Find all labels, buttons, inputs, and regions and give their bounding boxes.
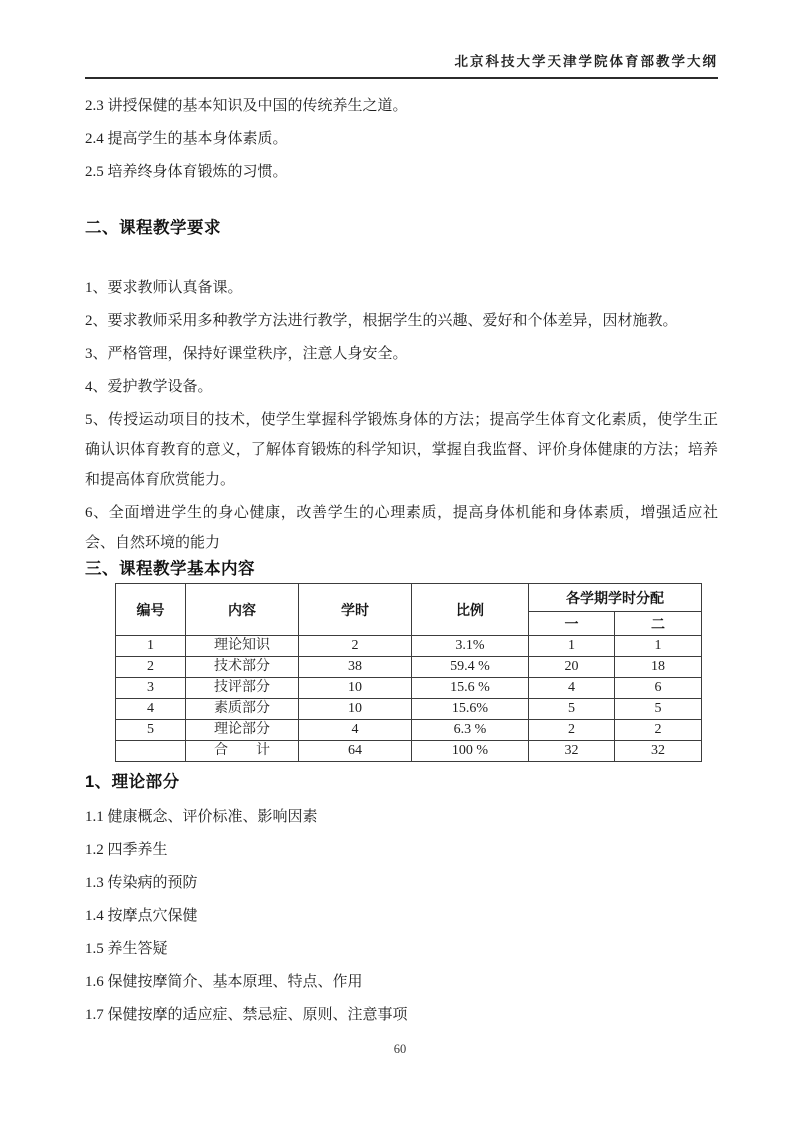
- table-total-row: [116, 741, 702, 762]
- table-cell: 3: [116, 678, 186, 699]
- table-header-semester1: 一: [529, 612, 615, 636]
- table-cell: 2: [529, 720, 615, 741]
- table-row: [116, 720, 702, 741]
- table-cell: 2: [116, 657, 186, 678]
- theory-item: 1.5 养生答疑: [85, 941, 168, 957]
- table-header-semester-group: 各学期学时分配: [529, 584, 702, 612]
- table-header-row: [116, 584, 702, 612]
- table-cell: 100 %: [412, 741, 529, 762]
- table-cell: 10: [299, 678, 412, 699]
- intro-item: 2.3 讲授保健的基本知识及中国的传统养生之道。: [85, 98, 408, 114]
- table-cell: 32: [615, 741, 702, 762]
- table-header-hours: 学时: [299, 584, 412, 636]
- table-row: [116, 678, 702, 699]
- table-cell: 64: [299, 741, 412, 762]
- document-header-title: 北京科技大学天津学院体育部教学大纲: [85, 50, 718, 79]
- table-header-id: 编号: [116, 584, 186, 636]
- table-cell: 6: [615, 678, 702, 699]
- requirement-item: 2、要求教师采用多种教学方法进行教学，根据学生的兴趣、爱好和个体差异，因材施教。: [85, 313, 678, 329]
- table-cell: 20: [529, 657, 615, 678]
- requirement-item: 4、爱护教学设备。: [85, 379, 213, 395]
- table-cell: 15.6%: [412, 699, 529, 720]
- table-cell: 技术部分: [186, 657, 299, 678]
- page-number: 60: [393, 1042, 407, 1056]
- table-cell: 技评部分: [186, 678, 299, 699]
- table-row: [116, 699, 702, 720]
- table-cell: 1: [615, 636, 702, 657]
- theory-section: [85, 802, 718, 1030]
- table-cell: [116, 741, 186, 762]
- table-row: [116, 636, 702, 657]
- requirement-item: 6、全面增进学生的身心健康，改善学生的心理素质，提高身体机能和身体素质，增强适应社会、自然环境的能力: [85, 505, 718, 551]
- table-header-semester2: 二: [615, 612, 702, 636]
- requirements-section: [85, 273, 718, 558]
- theory-item: 1.3 传染病的预防: [85, 875, 198, 891]
- table-cell: 理论部分: [186, 720, 299, 741]
- theory-item: 1.6 保健按摩简介、基本原理、特点、作用: [85, 974, 363, 990]
- content-table: [115, 583, 702, 762]
- table-cell: 59.4 %: [412, 657, 529, 678]
- section-title-theory: 1、理论部分: [85, 773, 180, 791]
- table-cell: 18: [615, 657, 702, 678]
- intro-item: 2.4 提高学生的基本身体素质。: [85, 131, 288, 147]
- table-cell: 15.6 %: [412, 678, 529, 699]
- intro-section: [85, 91, 718, 187]
- requirement-item: 1、要求教师认真备课。: [85, 280, 243, 296]
- table-cell: 5: [116, 720, 186, 741]
- table-cell: 理论知识: [186, 636, 299, 657]
- table-cell: 5: [529, 699, 615, 720]
- table-cell: 38: [299, 657, 412, 678]
- section-title-content: 三、课程教学基本内容: [85, 560, 255, 578]
- table-cell: 素质部分: [186, 699, 299, 720]
- theory-item: 1.4 按摩点穴保健: [85, 908, 198, 924]
- table-cell: 1: [116, 636, 186, 657]
- table-cell: 3.1%: [412, 636, 529, 657]
- requirement-item: 3、严格管理，保持好课堂秩序，注意人身安全。: [85, 346, 408, 362]
- requirement-item: 5、传授运动项目的技术，使学生掌握科学锻炼身体的方法；提高学生体育文化素质，使学生正确认识体育教育的意义，了解体育锻炼的科学知识，掌握自我监督、评价身体健康的方法；培养和提高体育欣赏能力。: [85, 412, 718, 488]
- table-cell: 4: [529, 678, 615, 699]
- table-header-content: 内容: [186, 584, 299, 636]
- theory-item: 1.2 四季养生: [85, 842, 168, 858]
- table-cell: 2: [299, 636, 412, 657]
- table-cell: 1: [529, 636, 615, 657]
- table-row: [116, 657, 702, 678]
- table-cell: 4: [116, 699, 186, 720]
- table-cell: 合 计: [186, 741, 299, 762]
- table-cell: 10: [299, 699, 412, 720]
- table-cell: 32: [529, 741, 615, 762]
- theory-item: 1.7 保健按摩的适应症、禁忌症、原则、注意事项: [85, 1007, 408, 1023]
- table-cell: 2: [615, 720, 702, 741]
- table-cell: 4: [299, 720, 412, 741]
- intro-item: 2.5 培养终身体育锻炼的习惯。: [85, 164, 288, 180]
- section-title-requirements: 二、课程教学要求: [85, 219, 221, 237]
- theory-item: 1.1 健康概念、评价标准、影响因素: [85, 809, 318, 825]
- table-header-ratio: 比例: [412, 584, 529, 636]
- table-cell: 5: [615, 699, 702, 720]
- table-cell: 6.3 %: [412, 720, 529, 741]
